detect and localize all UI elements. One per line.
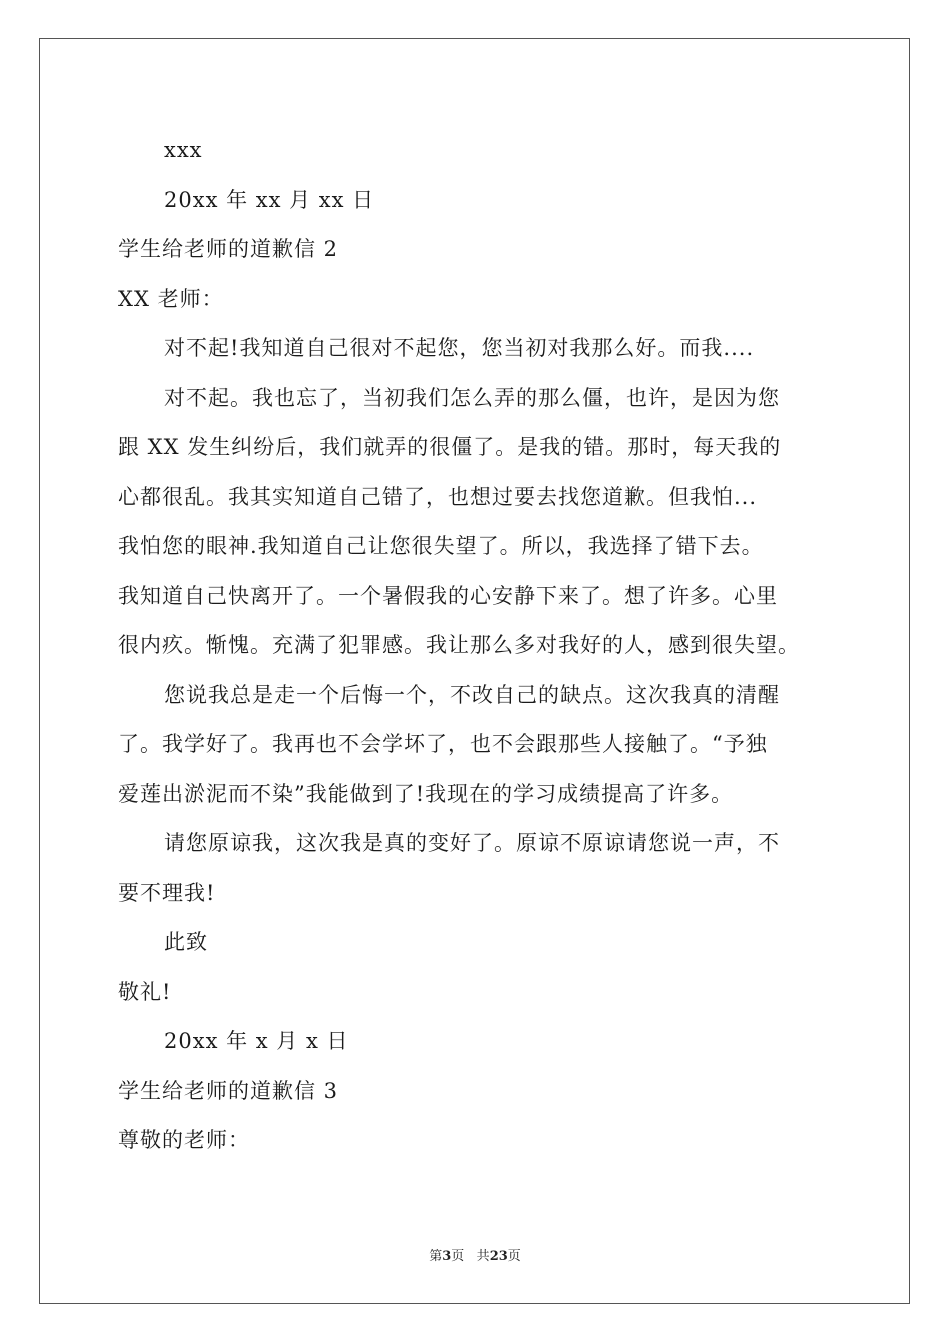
page-footer [0,1245,950,1264]
text-line: 我知道自己快离开了。一个暑假我的心安静下来了。想了许多。心里 [118,583,778,608]
footer-page-prefix: 第 [429,1249,443,1264]
text-line: 对不起。我也忘了，当初我们怎么弄的那么僵，也许，是因为您 [164,385,780,410]
document-body [118,126,838,1166]
footer-page-suffix: 页 [451,1249,465,1264]
text-line: xxx [164,138,203,162]
text-line: 对不起!我知道自己很对不起您，您当初对我那么好。而我.... [164,336,755,360]
text-line: 此致 [164,930,208,954]
text-line: 20xx 年 xx 月 xx 日 [164,187,375,212]
text-line: 您说我总是走一个后悔一个，不改自己的缺点。这次我真的清醒 [164,682,780,707]
text-line: 学生给老师的道歉信 2 [118,237,339,261]
footer-page-number: 3 [442,1249,452,1264]
text-line: 请您原谅我，这次我是真的变好了。原谅不原谅请您说一声，不 [164,831,780,855]
text-line: 学生给老师的道歉信 3 [118,1078,339,1103]
text-line: 心都很乱。我其实知道自己错了，也想过要去找您道歉。但我怕... [118,484,758,509]
text-line: XX 老师： [118,286,224,311]
text-line: 尊敬的老师： [118,1128,250,1152]
text-line: 敬礼! [118,979,172,1004]
footer-total-suffix: 页 [507,1249,521,1264]
text-line: 爱莲出淤泥而不染”我能做到了!我现在的学习成绩提高了许多。 [118,781,734,806]
text-line: 我怕您的眼神.我知道自己让您很失望了。所以，我选择了错下去。 [118,534,764,558]
footer-total-prefix: 共 [476,1249,490,1264]
text-line: 了。我学好了。我再也不会学坏了，也不会跟那些人接触了。“予独 [118,732,768,756]
footer-total-pages: 23 [489,1249,508,1264]
text-line: 要不理我! [118,880,216,905]
text-line: 20xx 年 x 月 x 日 [164,1029,349,1053]
text-line: 很内疚。惭愧。充满了犯罪感。我让那么多对我好的人，感到很失望。 [118,633,800,657]
text-line: 跟 XX 发生纠纷后，我们就弄的很僵了。是我的错。那时，每天我的 [118,435,782,459]
